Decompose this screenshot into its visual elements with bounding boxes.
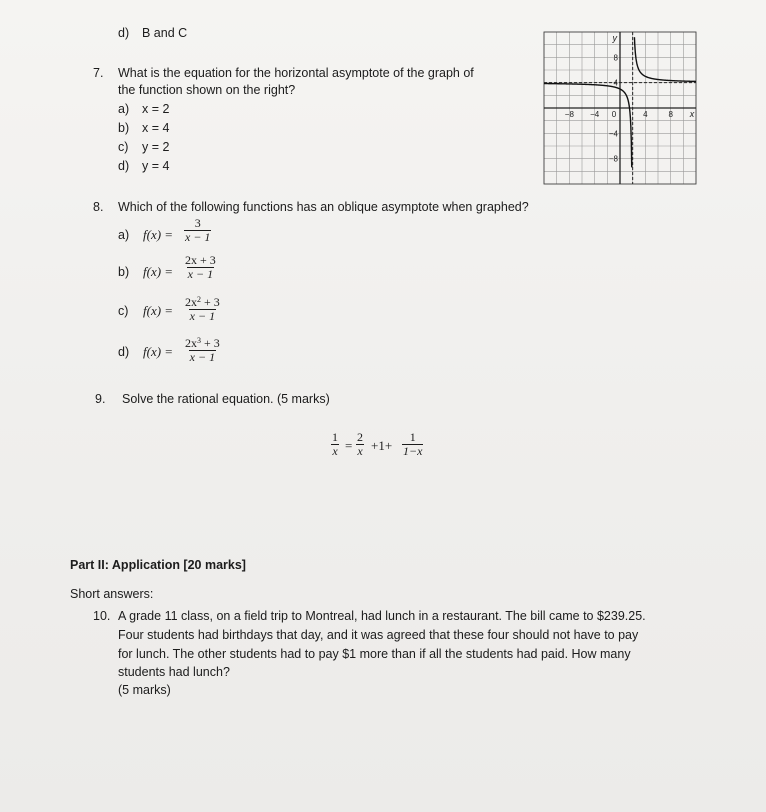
q8-c-denominator: x − 1 [189,309,216,323]
q8-option-d-fraction [184,334,221,364]
q8-option-c-fraction [184,293,221,323]
q7-number: 7. [93,66,104,80]
q10-line-4: students had lunch? [118,665,230,679]
q8-option-c-letter: c) [118,304,129,318]
q9-f1-numerator: 1 [332,430,338,444]
q9-f2-denominator: x [357,444,363,458]
q8-option-d-fx: f(x) = [143,344,174,359]
q8-option-d-letter: d) [118,345,130,359]
q9-fraction-2 [356,431,364,458]
q8-d-num-rest: + 3 [201,336,220,350]
q10-line-2: Four students had birthdays that day, and it was agreed that these four should not have to pay [118,628,639,642]
asymptote-graph [540,28,700,188]
q9-f1-denominator: x [332,444,338,458]
q8-option-b-letter: b) [118,265,130,279]
q10-line-1: A grade 11 class, on a field trip to Montreal, had lunch in a restaurant. The bill came to $239.25. [118,609,646,623]
q6-option-d-text: B and C [142,26,188,40]
q8-option-a-fx: f(x) = [143,227,174,242]
part2-subheading: Short answers: [70,587,154,601]
q6-option-d-letter: d) [118,26,130,40]
q8-d-denominator: x − 1 [189,350,216,364]
q7-question-line1: What is the equation for the horizontal asymptote of the graph of [118,66,474,80]
q7-question-line2: the function shown on the right? [118,83,296,97]
q9-equals: = [345,438,353,453]
q8-b-denominator: x − 1 [187,267,214,281]
x-tick-label: −8 [564,110,574,119]
q7-option-d-letter: d) [118,159,130,173]
q9-fraction-3 [402,431,423,458]
part2-heading: Part II: Application [20 marks] [70,558,246,572]
curve-right-branch [634,37,696,81]
q8-option-b-fx: f(x) = [143,264,174,279]
y-tick-label: 8 [613,53,618,63]
q8-c-num-coeff: 2x [185,295,197,309]
q7-option-c-letter: c) [118,140,129,154]
q8-d-numerator [184,334,221,350]
q9-plus-one: +1+ [371,438,393,453]
q7-option-c-text: y = 2 [142,140,170,154]
curve-left-branch [544,84,632,168]
q8-question: Which of the following functions has an oblique asymptote when graphed? [118,200,529,214]
q8-d-num-coeff: 2x [185,336,197,350]
q8-c-numerator [184,293,221,309]
y-tick-label: −8 [608,154,618,164]
q9-f3-denominator: 1−x [403,444,423,458]
y-axis-label: y [612,33,617,43]
q7-option-a-text: x = 2 [142,102,170,116]
graph-tick-labels [565,33,695,164]
y-tick-label: −4 [608,129,618,139]
x-tick-label: 0 [611,110,617,119]
y-tick-label: 4 [613,78,618,88]
q7-option-a-letter: a) [118,102,130,116]
q8-a-numerator: 3 [194,216,201,230]
x-axis-label: x [689,109,695,119]
q9-f3-numerator: 1 [409,430,416,444]
q7-option-b-text: x = 4 [142,121,170,135]
q8-a-denominator: x − 1 [185,230,211,244]
q10-number: 10. [93,609,111,623]
x-tick-label: −4 [590,110,600,119]
q7-option-d-text: y = 4 [142,159,170,173]
q8-c-num-exp: 2 [197,295,201,304]
q8-option-c-fx: f(x) = [143,303,174,318]
q8-b-numerator: 2x + 3 [185,253,216,267]
q8-option-a-fraction [184,217,211,244]
q9-fraction-1 [331,431,339,458]
x-tick-label: 4 [643,110,648,119]
x-tick-label: 8 [668,110,673,119]
q9-text: Solve the rational equation. (5 marks) [122,392,330,406]
q8-c-num-rest: + 3 [201,295,220,309]
q8-number: 8. [93,200,104,214]
q8-d-num-exp: 3 [197,336,201,345]
q9-f2-numerator: 2 [357,430,363,444]
q8-option-a-letter: a) [118,228,130,242]
q8-option-b-fraction [184,254,217,281]
q7-option-b-letter: b) [118,121,130,135]
q9-number: 9. [95,392,106,406]
q10-marks: (5 marks) [118,683,171,697]
q10-line-3: for lunch. The other students had to pay $1 more than if all the students had paid. How many [118,647,631,661]
